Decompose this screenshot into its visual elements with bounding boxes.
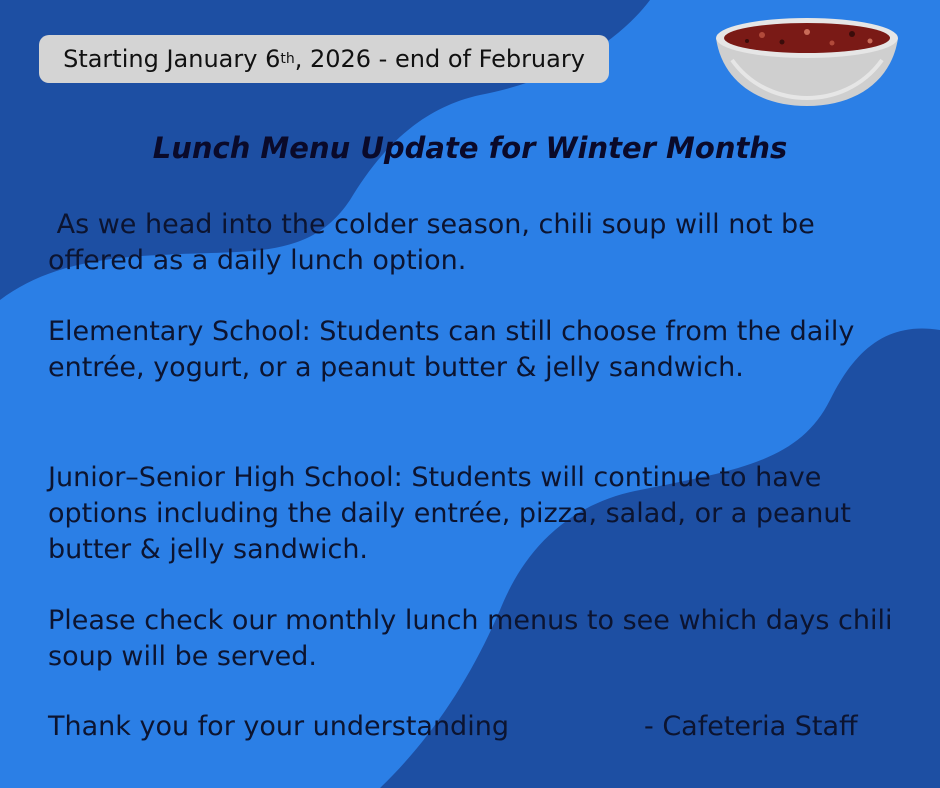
closing-text: Thank you for your understanding (48, 711, 509, 742)
paragraph-elementary: Elementary School: Students can still choose from the daily entrée, yogurt, or a peanut butter & jelly sandwich. (48, 316, 855, 383)
signature: - Cafeteria Staff (644, 711, 858, 742)
chili-soup-bowl-icon (712, 10, 902, 110)
date-banner-ordinal: th (280, 51, 295, 67)
page-title: Lunch Menu Update for Winter Months (152, 131, 788, 165)
date-range-banner (39, 35, 609, 83)
paragraph-check-menus: Please check our monthly lunch menus to see which days chili soup will be served. (48, 605, 893, 672)
paragraph-intro: As we head into the colder season, chili soup will not be offered as a daily lunch option. (48, 209, 824, 276)
date-banner-rest: , 2026 - end of February (294, 45, 585, 73)
closing-line (48, 709, 878, 745)
paragraph-junior-senior: Junior–Senior High School: Students will continue to have options including the daily entrée, pizza, salad, or a peanut butter & jelly sandwich. (48, 462, 852, 565)
date-banner-prefix: Starting January 6 (63, 45, 281, 73)
